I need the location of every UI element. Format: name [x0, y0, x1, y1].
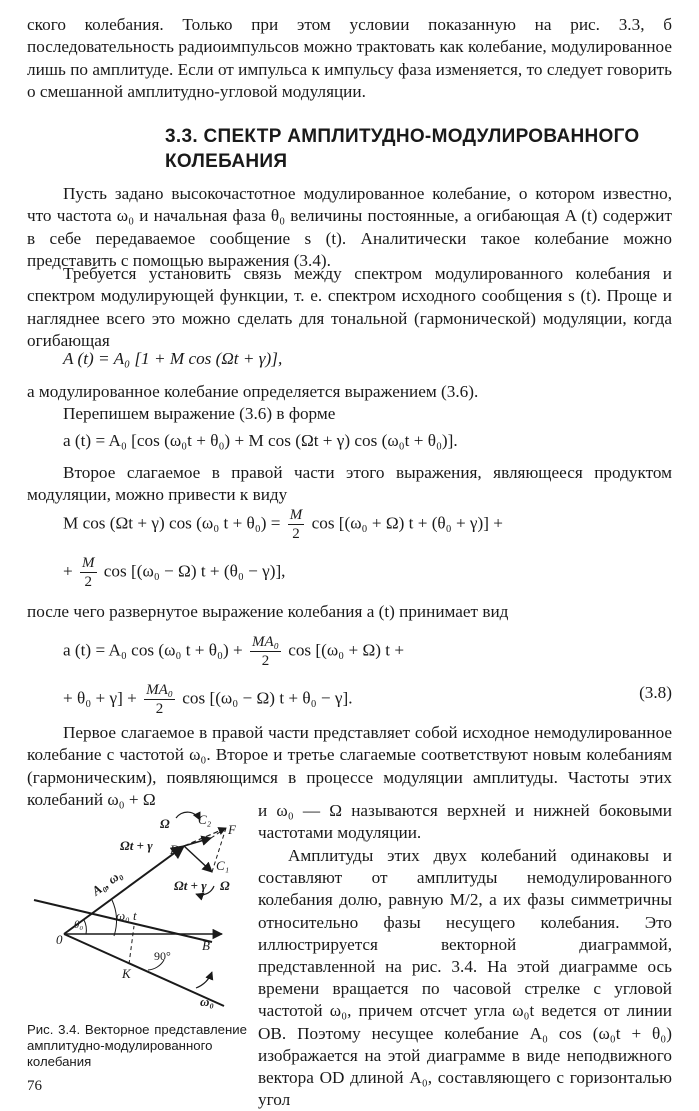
paragraph-expanded: после чего развернутое выражение колебания a (t) принимает вид — [27, 602, 509, 621]
formula-expanded-line-1 — [63, 633, 404, 670]
paragraph-problem: Пусть задано высокочастотное модулированное колебание, о котором известно, что частота ω₀ и начальная фаза θ₀ величины постоянные, а огибающая A (t) содержит в себе передаваемое сообщение s (t). Аналитически такое колебание можно представить с помощью выражения (3.4). — [27, 184, 672, 271]
formula-product-right: cos [(ω₀ + Ω) t + (θ₀ + γ)] + — [311, 513, 503, 533]
fraction-ma0-over-2-a — [250, 633, 281, 670]
paragraph-second-term: Второе слагаемое в правой части этого выражения, являющееся продуктом модуляции, можно привести к виду — [27, 463, 672, 505]
formula-envelope: A (t) = A₀ [1 + M cos (Ωt + γ)], — [63, 349, 283, 368]
vector-diagram — [26, 810, 248, 1020]
vector-dc1 — [184, 846, 212, 872]
label-theta0: θ₀ — [74, 919, 84, 931]
label-c2: C₂ — [198, 812, 212, 827]
label-90-deg: 90° — [154, 949, 171, 963]
theta-arc — [84, 920, 86, 934]
label-c1: C₁ — [216, 858, 230, 873]
formula-plus-sign: + — [63, 561, 73, 581]
section-heading — [165, 124, 685, 174]
rotation-arc-bottom — [196, 972, 212, 988]
fraction-numerator: MA₀ — [146, 682, 173, 698]
fraction-denominator: 2 — [261, 653, 270, 669]
paragraph-first-term: Первое слагаемое в правой части представляет собой исходное немодулированное колебание с частотой ω₀. Второе и третье слагаемые соответствуют новым колебаниям (гармоническим), появляющимся в процессе модуляции амплитуды. Частоты этих колебаний ω₀ + Ω — [27, 723, 672, 810]
fraction-ma0-over-2-b — [144, 681, 175, 718]
page-number: 76 — [27, 1078, 42, 1094]
label-f: F — [228, 822, 236, 837]
formula-expanded-line-2 — [63, 681, 353, 718]
fraction-numerator: M — [82, 555, 95, 571]
label-o: 0 — [56, 932, 63, 947]
formula-rewritten: a (t) = A₀ [cos (ω₀t + θ₀) + M cos (Ωt + γ) cos (ω₀t + θ₀)]. — [63, 431, 458, 450]
fraction-numerator: MA₀ — [252, 634, 279, 650]
fraction-m-over-2-a — [288, 506, 305, 543]
label-w0t: ω₀ t — [116, 908, 137, 923]
label-omega-t-gamma-top: Ωt + γ — [120, 838, 153, 853]
formula-product-line-2 — [63, 554, 285, 591]
label-d: D — [170, 842, 180, 857]
label-k: K — [122, 966, 131, 981]
vector-of-resultant — [184, 828, 226, 846]
formula-product-line-1 — [63, 506, 503, 543]
fraction-m-over-2-b — [80, 554, 97, 591]
figure-caption: Рис. 3.4. Векторное представление амплитудно-модулированного колебания — [27, 1022, 247, 1069]
paragraph-intro: ского колебания. Только при этом условии показанную на рис. 3.3, б последовательность радиоимпульсов можно трактовать как колебание, модулированное лишь по амплитуде. Если от импульса к импульсу фаза изменяется, то следует говорить о смешанной амплитудно-угловой модуляции. — [27, 15, 672, 102]
formula-expanded-lower-left: + θ₀ + γ] + — [63, 688, 137, 708]
heading-line-2: КОЛЕБАНИЯ — [165, 151, 288, 172]
heading-line-1: 3.3. СПЕКТР АМПЛИТУДНО-МОДУЛИРОВАННОГО — [165, 126, 640, 147]
label-w0-bottom: ω₀ — [200, 994, 214, 1009]
rotation-arc-top — [176, 812, 200, 820]
fraction-numerator: M — [289, 507, 303, 523]
fraction-denominator: 2 — [155, 701, 164, 717]
paragraph-rewrite: Перепишем выражение (3.6) в форме — [63, 404, 336, 423]
paragraph-amplitudes: Амплитуды этих двух колебаний одинаковы и составляют от амплитуды немодулированного колебания долю, равную M/2, а их фазы симметричны относительно фазы несущего колебания. Это иллюстрируется векторной диаграммой, представленной на рис. 3.4. На этой диаграмме ось времени вращается по часовой стрелке с угловой частотой ω₀, причем отсчет угла ω₀t ведется от линии OB. Поэтому несущее колебание A₀ cos (ω₀t + θ₀) изображается на этой диаграмме в виде неподвижного вектора OD длиной A₀, составляющего с горизонталью угол — [258, 846, 672, 1110]
paragraph-modulated: а модулированное колебание определяется выражением (3.6). — [27, 382, 479, 401]
label-a0-w0: A₀, ω₀ — [88, 866, 125, 899]
label-b: B — [202, 938, 210, 953]
formula-expanded-right: cos [(ω₀ + Ω) t + — [288, 640, 405, 660]
paragraph-requirement: Требуется установить связь между спектром модулированного колебания и спектром модулирующей функции, т. е. спектром исходного сообщения s (t). Проще и нагляднее всего это можно сделать для тональной (гармонической) модуляции, когда огибающая — [27, 264, 672, 351]
label-omega-t-gamma-mid: Ωt + γ — [174, 878, 207, 893]
fraction-denominator: 2 — [292, 526, 300, 542]
label-omega-right: Ω — [220, 878, 230, 893]
formula-product-lower-right: cos [(ω₀ − Ω) t + (θ₀ − γ)], — [103, 561, 286, 581]
projection-dk-line — [129, 926, 134, 964]
fraction-denominator: 2 — [84, 574, 92, 590]
label-omega-top: Ω — [160, 816, 170, 831]
formula-expanded-left: a (t) = A₀ cos (ω₀ t + θ₀) + — [63, 640, 243, 660]
equation-number: (3.8) — [639, 683, 672, 702]
paragraph-sidebands: и ω₀ — Ω называются верхней и нижней боковыми частотами модуляции. — [258, 801, 672, 843]
formula-expanded-lower-right: cos [(ω₀ − Ω) t + θ₀ − γ]. — [182, 688, 353, 708]
formula-product-left: M cos (Ωt + γ) cos (ω₀ t + θ₀) = — [63, 513, 281, 533]
